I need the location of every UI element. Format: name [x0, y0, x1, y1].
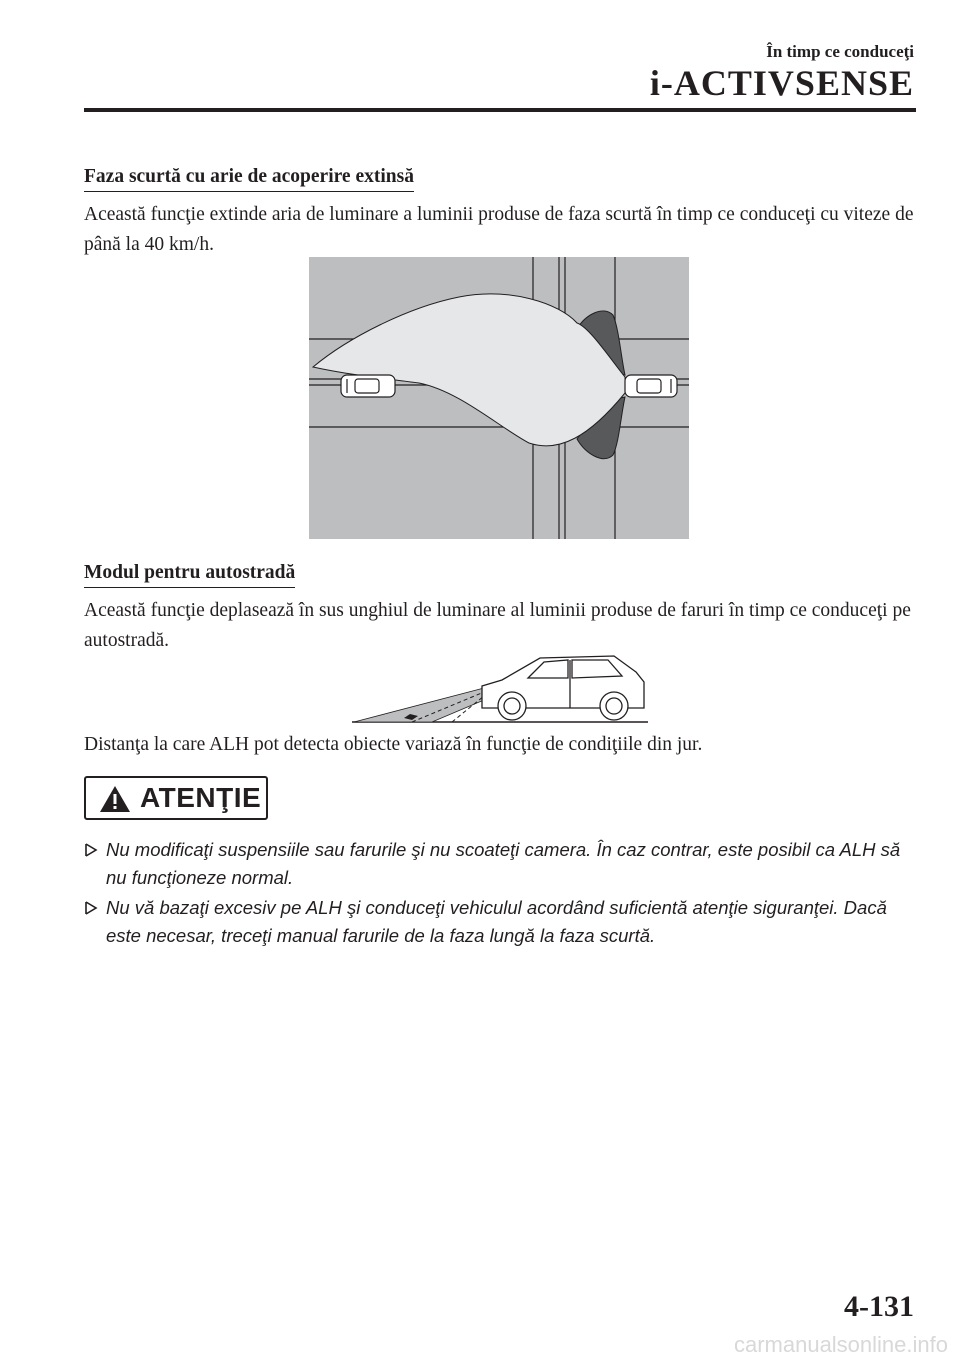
arrow-bullet-icon [84, 901, 98, 915]
header-subtitle: În timp ce conduceţi [766, 42, 914, 61]
watermark: carmanualsonline.info [733, 1332, 948, 1357]
warning-item-text: Nu vă bazaţi excesiv pe ALH şi conduceţi vehiculul acordând suficientă atenţie siguranţei. Dacă este necesar, treceţi manual farurile de la faza lungă la faza scurtă. [106, 897, 887, 946]
warning-list [84, 836, 914, 952]
suv-silhouette [482, 656, 644, 720]
light-beam [354, 688, 484, 722]
arrow-bullet-icon [84, 843, 98, 857]
page-number: 4-131 [844, 1290, 914, 1323]
note-text: Distanţa la care ALH pot detecta obiecte variază în funcţie de condiţiile din jur. [84, 734, 703, 755]
header-title: i-ACTIVSENSE [649, 63, 914, 103]
warning-label: ATENŢIE [140, 782, 262, 813]
header-rule [84, 108, 916, 112]
section1-text: Această funcţie extinde aria de luminare a luminii produse de faza scurtă în timp ce conduceţi cu viteze de până la 40 km/h. [84, 204, 914, 255]
warning-triangle-icon [98, 784, 132, 814]
section2-title: Modul pentru autostradă [84, 562, 295, 588]
section1-title: Faza scurtă cu arie de acoperire extinsă [84, 166, 414, 192]
car-right [625, 375, 677, 397]
warning-item-text: Nu modificaţi suspensiile sau farurile şi nu scoateţi camera. În caz contrar, este posibil ca ALH să nu funcţioneze normal. [106, 839, 901, 888]
warning-item [84, 836, 914, 892]
intersection-diagram [309, 257, 689, 539]
warning-box [84, 776, 268, 820]
warning-item [84, 894, 914, 950]
motorway-mode-diagram [352, 652, 648, 724]
section2-text: Această funcţie deplasează în sus unghiul de luminare al luminii produse de faruri în timp ce conduceţi pe autostradă. [84, 600, 911, 651]
car-left [341, 375, 395, 397]
